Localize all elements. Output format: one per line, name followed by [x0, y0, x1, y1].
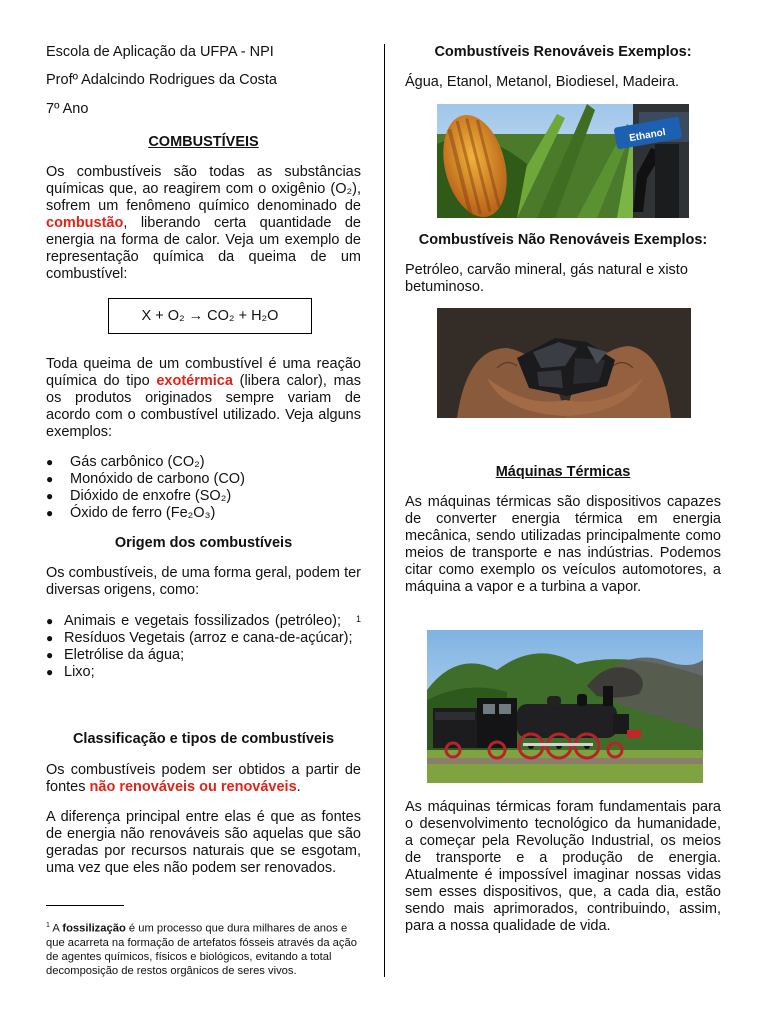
list-item: ● Lixo;: [46, 664, 95, 680]
machines-paragraph-2: As máquinas térmicas foram fundamentais para o desenvolvimento tecnológico da humanidade, a começar pela Revolução Industrial, os meios de transporte e a produção de energia. Atualmente é impossível imaginar nossas vidas sem esses dispositivos, que, a cada dia, estão sendo mais aprimorados, contribuindo, assim, para a nossa qualidade de vida.: [405, 799, 721, 934]
grade: 7º Ano: [46, 101, 89, 117]
ethanol-corn-image: [437, 104, 689, 218]
classification-paragraph: Os combustíveis podem ser obtidos a partir de fontes não renováveis ou renováveis.: [46, 762, 361, 795]
teacher-name: Profº Adalcindo Rodrigues da Costa: [46, 72, 277, 88]
locomotive-image: [427, 630, 703, 783]
list-item: ● Eletrólise da água;: [46, 647, 185, 663]
machines-title: Máquinas Térmicas: [495, 464, 631, 480]
highlight-exotermica: exotérmica: [156, 373, 233, 389]
list-item: ● Resíduos Vegetais (arroz e cana-de-açúcar);: [46, 630, 353, 646]
intro-paragraph: Os combustíveis são todas as substâncias químicas que, ao reagirem com o oxigênio (O₂), sofrem um fenômeno químico denominado de combustão, liberando certa quantidade de energia na forma de calor. Veja um exemplo de representação química da queima de um combustível:: [46, 164, 361, 282]
reaction-equation: X + O₂ → CO₂ + H₂O: [108, 298, 312, 334]
machines-paragraph-1: As máquinas térmicas são dispositivos capazes de converter energia térmica em energia mecânica, sendo utilizadas principalmente como meios de transporte e nas indústrias. Podemos citar como exemplo os veículos automotores, a máquina a vapor e a turbina a vapor.: [405, 494, 721, 595]
highlight-sources: não renováveis ou renováveis: [89, 779, 297, 795]
ethanol-label: Ethanol: [628, 127, 667, 145]
renewable-title: Combustíveis Renováveis Exemplos:: [434, 44, 692, 60]
origin-paragraph: Os combustíveis, de uma forma geral, podem ter diversas origens, como:: [46, 565, 361, 598]
origin-title: Origem dos combustíveis: [114, 535, 293, 551]
list-item: ● Gás carbônico (CO₂): [46, 454, 205, 470]
nonrenewable-list: Petróleo, carvão mineral, gás natural e xisto betuminoso.: [405, 262, 688, 295]
list-item: ● Óxido de ferro (Fe₂O₃): [46, 505, 216, 521]
exothermic-paragraph: Toda queima de um combustível é uma reação química do tipo exotérmica (libera calor), mas os produtos originados sempre variam de acordo com o combustível utilizado. Veja alguns exemplos:: [46, 356, 361, 440]
classification-title: Classificação e tipos de combustíveis: [72, 731, 335, 747]
list-item: ● Animais e vegetais fossilizados (petróleo); 1: [46, 613, 361, 629]
products-list: [46, 454, 361, 522]
nonrenewable-title: Combustíveis Não Renováveis Exemplos:: [418, 232, 708, 248]
footnote: $^1$ A fossilização é um processo que dura milhares de anos e que acarreta na formação de artefatos fósseis através da ação de agentes químicos, físicos e biológicos, evitando a total decomposição de restos orgânicos de seres vivos.: [46, 922, 357, 977]
difference-paragraph: A diferença principal entre elas é que as fontes de energia não renováveis são aquelas que são geradas por recursos naturais que se esgotam, uma vez que eles não podem ser renovados.: [46, 809, 361, 876]
renewable-list: Água, Etanol, Metanol, Biodiesel, Madeira.: [405, 74, 680, 90]
school-name: Escola de Aplicação da UFPA - NPI: [46, 44, 274, 60]
coal-image: [437, 308, 691, 418]
list-item: ● Monóxido de carbono (CO): [46, 471, 245, 487]
list-item: ● Dióxido de enxofre (SO₂): [46, 488, 232, 504]
column-divider: [384, 44, 385, 977]
highlight-combustao: combustão: [46, 215, 124, 231]
footnote-rule: [46, 905, 124, 906]
footnote-mark: 1: [355, 614, 361, 624]
page-title: COMBUSTÍVEIS: [148, 134, 259, 150]
origin-list: [46, 613, 361, 681]
